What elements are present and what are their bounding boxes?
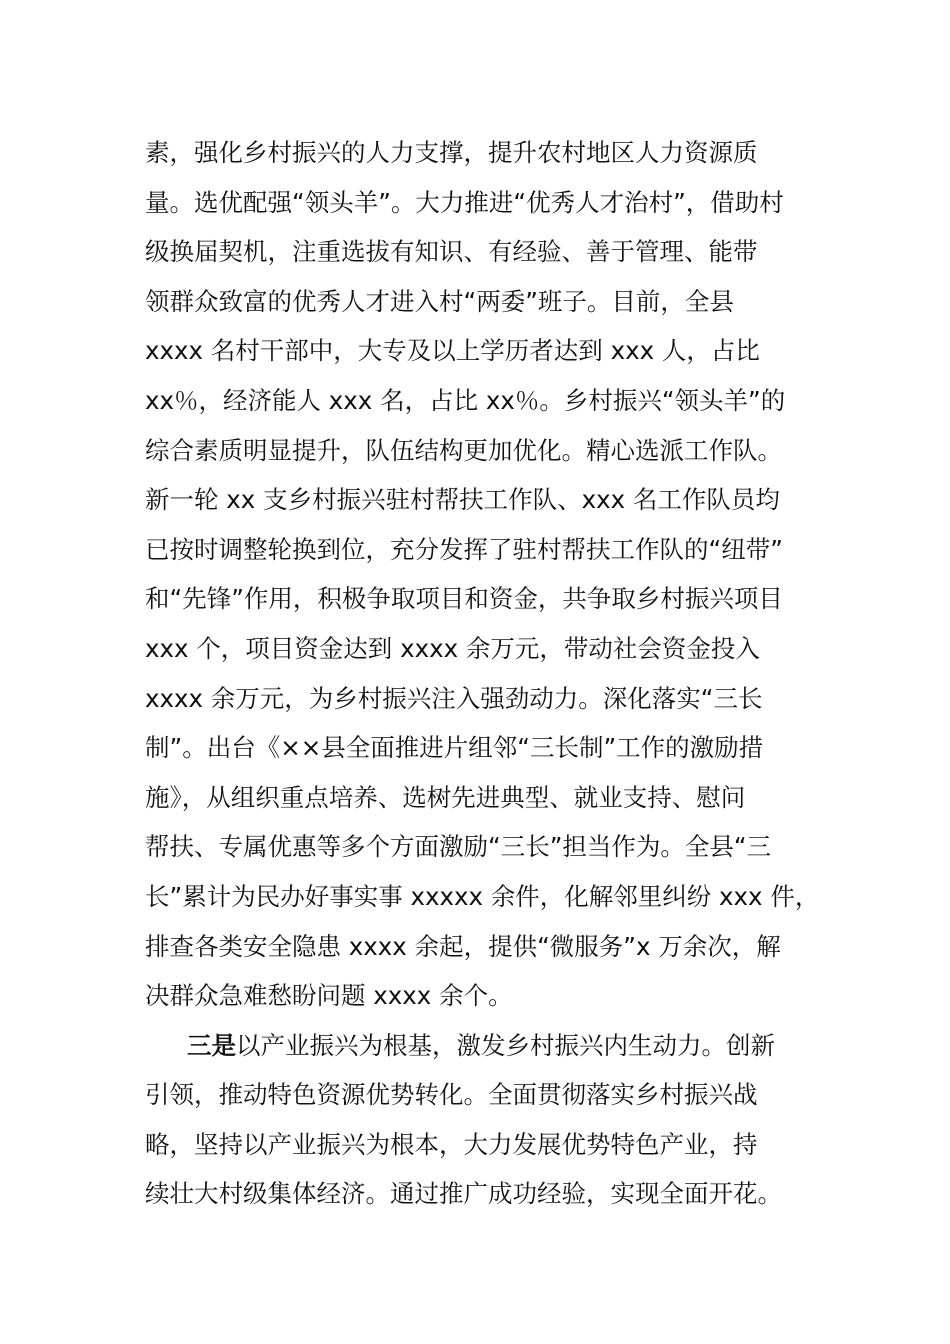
paragraph-line: 略，坚持以产业振兴为根本，大力发展优势特色产业，持 — [145, 1129, 758, 1159]
paragraph-lead-bold: 三是 — [187, 1030, 236, 1060]
paragraph-line: 综合素质明显提升，队伍结构更加优化。精心选派工作队。 — [145, 435, 782, 465]
paragraph-line: 排查各类安全隐患 xxxx 余起，提供“微服务”x 万余次，解 — [145, 931, 781, 961]
paragraph-line: 量。选优配强“领头羊”。大力推进“优秀人才治村”，借助村 — [145, 187, 784, 217]
paragraph-line: 续壮大村级集体经济。通过推广成功经验，实现全面开花。 — [145, 1179, 782, 1209]
paragraph-line: 制”。出台《××县全面推进片组邻“三长制”工作的激励措 — [145, 733, 764, 763]
paragraph-2 — [145, 1021, 835, 1219]
paragraph-line: 素，强化乡村振兴的人力支撑，提升农村地区人力资源质 — [145, 138, 758, 167]
paragraph-line: 帮扶、专属优惠等多个方面激励“三长”担当作为。全县“三 — [145, 832, 772, 862]
paragraph-line: 已按时调整轮换到位，充分发挥了驻村帮扶工作队的“纽带” — [145, 534, 783, 564]
paragraph-line: xx％，经济能人 xxx 名，占比 xx％。乡村振兴“领头羊”的 — [145, 385, 786, 415]
paragraph-line: xxx 个，项目资金达到 xxxx 余万元，带动社会资金投入 — [145, 633, 760, 663]
paragraph-line: 新一轮 xx 支乡村振兴驻村帮扶工作队、xxx 名工作队员均 — [145, 485, 780, 515]
paragraph-line: 施》，从组织重点培养、选树先进典型、就业支持、慰问 — [145, 782, 746, 812]
paragraph-1 — [145, 128, 835, 1021]
paragraph-line: 长”累计为民办好事实事 xxxxx 余件，化解邻里纠纷 xxx 件， — [145, 881, 820, 911]
paragraph-line: 领群众致富的优秀人才进入村“两委”班子。目前，全县 — [145, 286, 734, 316]
paragraph-line: 引领，推动特色资源优势转化。全面贯彻落实乡村振兴战 — [145, 1080, 758, 1110]
paragraph-first-line — [145, 1021, 835, 1071]
paragraph-line-rest: 以产业振兴为根基，激发乡村振兴内生动力。创新 — [236, 1030, 775, 1060]
paragraph-line: xxxx 名村干部中，大专及以上学历者达到 xxx 人，占比 — [145, 336, 760, 366]
paragraph-line: 决群众急难愁盼问题 xxxx 余个。 — [145, 981, 513, 1011]
paragraph-line: 和“先锋”作用，积极争取项目和资金，共争取乡村振兴项目 — [145, 584, 783, 614]
document-body — [145, 128, 835, 1219]
paragraph-line: xxxx 余万元，为乡村振兴注入强劲动力。深化落实“三长 — [145, 683, 763, 713]
paragraph-line: 级换届契机，注重选拔有知识、有经验、善于管理、能带 — [145, 237, 758, 267]
